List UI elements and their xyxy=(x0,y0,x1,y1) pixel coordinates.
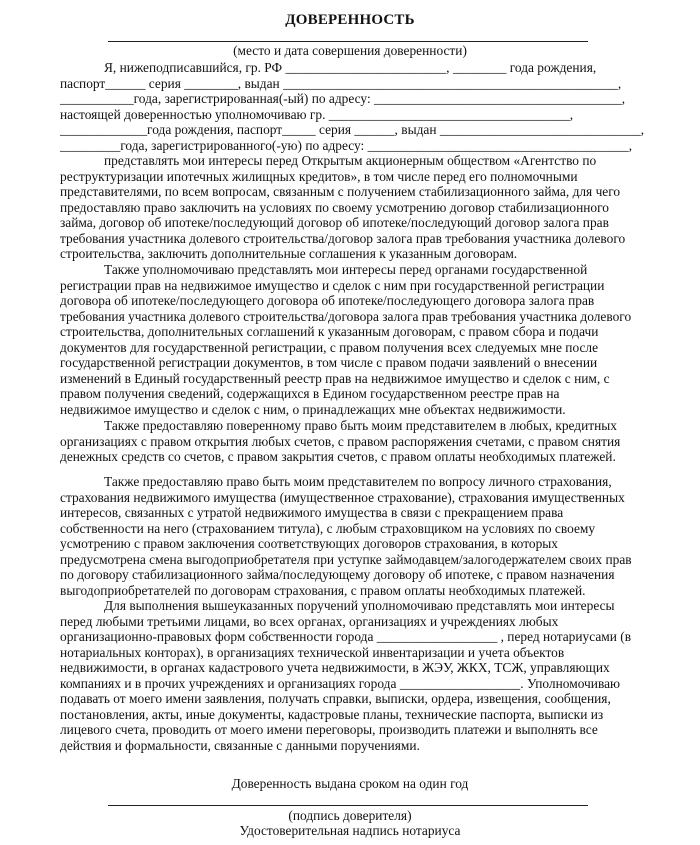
paragraph-text: Также предоставляю право быть моим представителем по вопросу личного страхования, страхования недвижимого имущества (имущественное страхование), страхования имущественных интересов, связанных с утратой недвижимого имущества в связи с прекращением права собственности на него (страхованием титула), с любым страховщиком на условиях по своему усмотрению с правом заключения соответствующих договоров страхования, в которых предусмотрена смена выгодоприобретателя при уступке займодавцем/залогодержателем своих прав по договору стабилизационного займа/последующему договору об ипотеке, с правом назначения выгодоприобретателей по договорам страхования, с правом оплаты необходимых платежей. xyxy=(60,474,632,598)
document-title: ДОВЕРЕННОСТЬ xyxy=(285,12,415,28)
intro-line: _____________года рождения, паспорт_____ серия ______, выдан ______________________________, xyxy=(60,122,645,137)
paragraph-registration xyxy=(60,262,632,417)
intro-line: ___________года, зарегистрированная(-ый) по адресу: _____________________________________, xyxy=(60,91,626,106)
paragraph-general-powers xyxy=(60,598,632,753)
paragraph-text: Также уполномочиваю представлять мои интересы перед органами государственной регистрации прав на недвижимое имущество и сделок с ним при государственной регистрации договора об ипотеке/последующего договора об ипотеке/последующего договора залога прав требования участника долевого строительства/договора залога прав требования участника долевого строительства, дополнительных соглашений к указанным договорам, с правом сбора и подачи документов для государственной регистрации, с правом получения всех следуемых мне после государственной регистрации документов, в том числе с правом подачи заявлений о внесении изменений в Единый государственный реестр прав на недвижимое имущество и сделок с ним, с правом получения сведений, содержащихся в Едином государственном реестре прав на недвижимое имущество и сделок с ним, о принадлежащих мне объектах недвижимости. xyxy=(60,262,632,417)
paragraph-text: Для выполнения вышеуказанных поручений уполномочиваю представлять мои интересы перед любыми третьими лицами, во всех органах, организациях и учреждениях любых организационно-правовых форм собственности города __________________ , перед нотариусами (в нотариальных конторах), в организациях технической инвентаризации и учета объектов недвижимости, в органах кадастрового учета недвижимости, в ЖЭУ, ЖКХ, ТСЖ, управляющих компаниях и в прочих учреждениях и организациях города __________________. Уполномочиваю подавать от моего имени заявления, получать справки, выписки, ордера, извещения, сообщения, постановления, акты, иные документы, кадастровые планы, технические паспорта, выписки из лицевого счета, проводить от моего имени переговоры, производить платежи и выполнять все действия и формальности, связанные с данными поручениями. xyxy=(60,598,632,753)
signature-caption: (подпись доверителя) xyxy=(288,808,412,823)
paragraph-authority-ahml xyxy=(60,153,632,262)
intro-line: _________года, зарегистрированного(-ую) по адресу: _______________________________________, xyxy=(60,137,633,153)
notary-caption: Удостоверительная надпись нотариуса xyxy=(239,823,461,838)
validity-statement: Доверенность выдана сроком на один год xyxy=(231,776,469,791)
place-date-caption: (место и дата совершения доверенности) xyxy=(233,43,467,58)
intro-fill-block xyxy=(60,60,645,153)
intro-line: настоящей доверенностью уполномочиваю гр. ____________________________________, xyxy=(60,106,574,122)
paragraph-insurance xyxy=(60,474,632,598)
intro-line: Я, нижеподписавшийся, гр. РФ ________________________, ________ года рождения, xyxy=(104,60,597,75)
paragraph-text: представлять мои интересы перед Открытым акционерным обществом «Агентство по реструктуризации ипотечных жилищных кредитов», в том числе перед его полномочными представителями, по всем вопросам, связанным с получением стабилизационного займа, для чего предоставляю право заключить на условиях по своему усмотрению договор стабилизационного займа, договор об ипотеке/последующий договор об ипотеке/последующий договор залога прав требования участника долевого строительства/договор залога прав требования участника долевого строительства, заключить дополнительные соглашения к указанным договорам. xyxy=(60,153,626,261)
paragraph-text: Также предоставляю поверенному право быть моим представителем в любых, кредитных организациях с правом открытия любых счетов, с правом распоряжения счетами, с правом снятия денежных средств со счетов, с правом закрытия счетов, с правом оплаты необходимых платежей. xyxy=(60,418,621,464)
paragraph-banking xyxy=(60,418,632,465)
signature-line xyxy=(108,805,588,806)
intro-line: паспорт______ серия ________, выдан __________________________________________________, xyxy=(60,75,622,91)
place-date-line xyxy=(108,41,588,42)
